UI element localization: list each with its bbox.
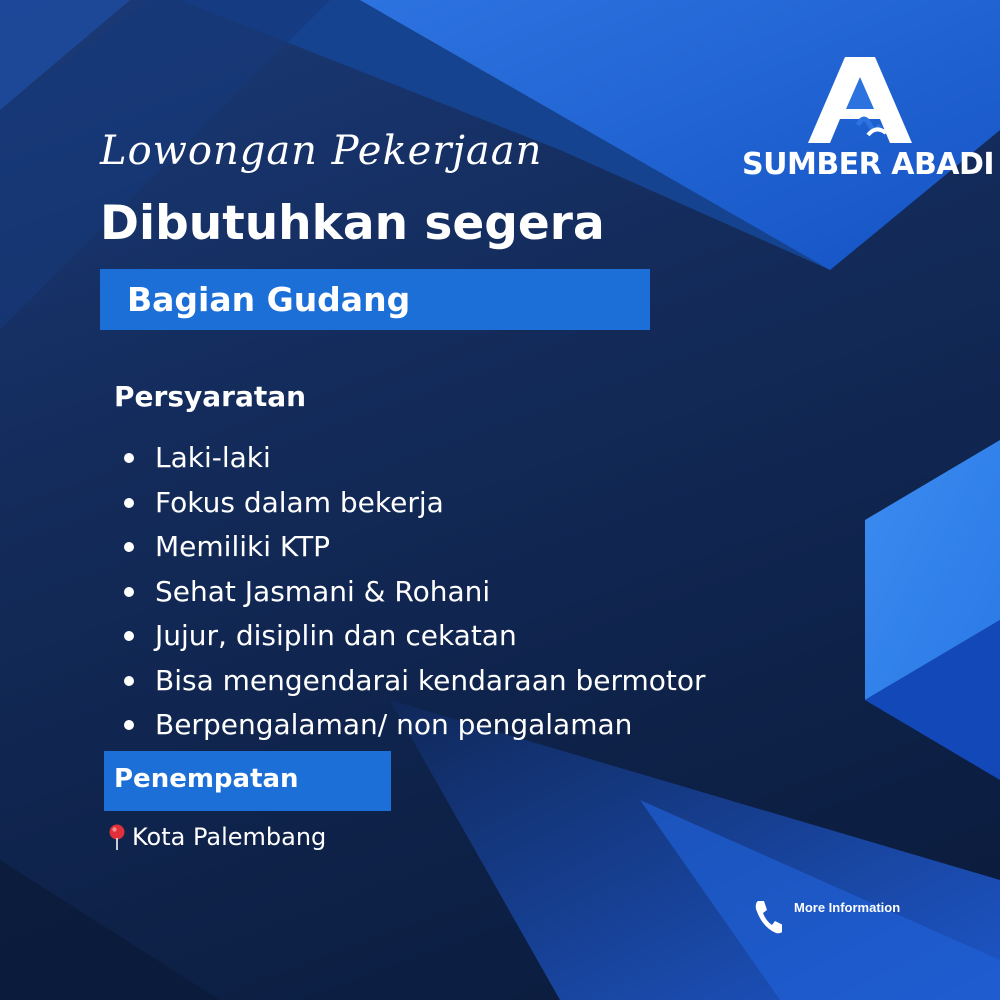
bullet-icon bbox=[124, 542, 134, 552]
job-position-label: Bagian Gudang bbox=[127, 280, 411, 319]
main-title: Dibutuhkan segera bbox=[100, 196, 605, 251]
placement-heading: Penempatan bbox=[114, 764, 299, 794]
bullet-icon bbox=[124, 676, 134, 686]
map-pin-icon bbox=[106, 823, 128, 851]
requirements-heading: Persyaratan bbox=[114, 380, 307, 413]
list-item: Laki-laki bbox=[124, 436, 706, 481]
company-logo bbox=[740, 55, 995, 190]
list-item: Bisa mengendarai kendaraan bermotor bbox=[124, 659, 706, 704]
bullet-icon bbox=[124, 631, 134, 641]
location-text: Kota Palembang bbox=[132, 823, 327, 851]
more-information[interactable] bbox=[752, 898, 900, 936]
list-item: Memiliki KTP bbox=[124, 525, 706, 570]
more-information-label: More Information bbox=[794, 899, 901, 915]
list-item: Jujur, disiplin dan cekatan bbox=[124, 614, 706, 659]
bullet-icon bbox=[124, 453, 134, 463]
bullet-icon bbox=[124, 498, 134, 508]
requirements-list bbox=[124, 436, 706, 748]
bullet-icon bbox=[124, 587, 134, 597]
list-item: Berpengalaman/ non pengalaman bbox=[124, 703, 706, 748]
list-item: Sehat Jasmani & Rohani bbox=[124, 570, 706, 615]
placement-banner bbox=[104, 751, 391, 811]
script-title: Lowongan Pekerjaan bbox=[100, 128, 543, 174]
company-name: SUMBER ABADI bbox=[742, 147, 995, 182]
letter-a-logo-icon bbox=[740, 55, 980, 150]
phone-icon bbox=[752, 898, 782, 936]
bullet-icon bbox=[124, 720, 134, 730]
placement-location bbox=[106, 823, 326, 851]
list-item: Fokus dalam bekerja bbox=[124, 481, 706, 526]
job-position-banner bbox=[100, 269, 650, 330]
